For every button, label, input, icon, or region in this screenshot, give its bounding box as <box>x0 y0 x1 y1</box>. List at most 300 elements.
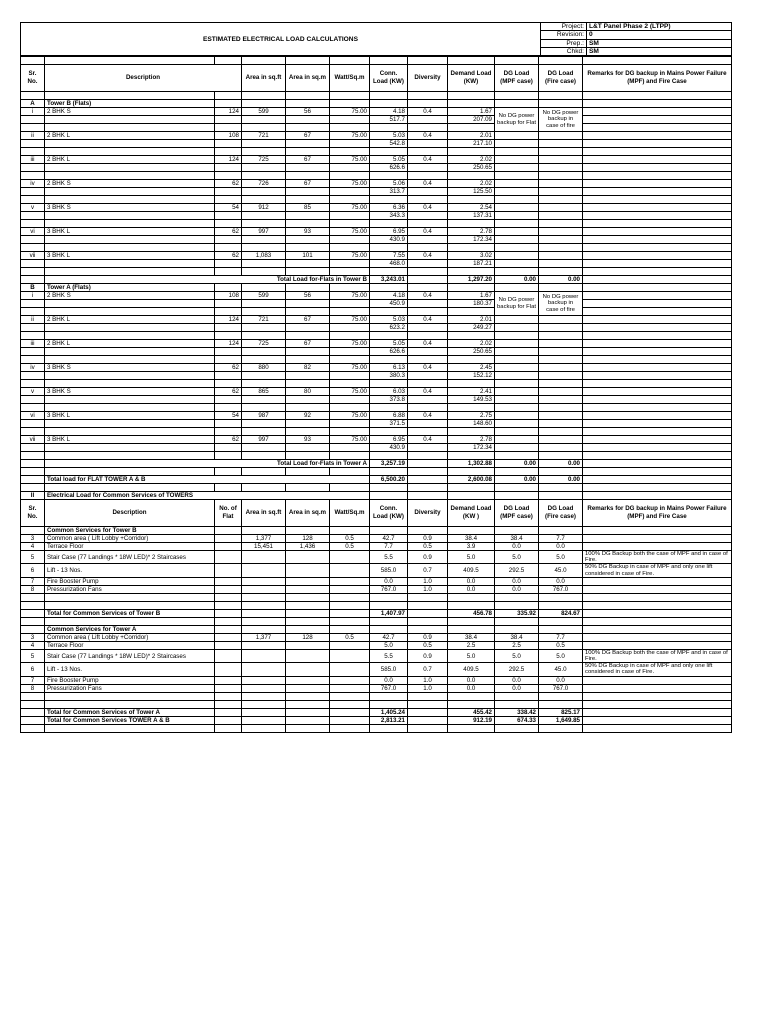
empty-cell <box>448 332 495 340</box>
empty-cell <box>330 116 370 124</box>
empty-cell <box>21 527 45 535</box>
table-row <box>21 420 732 428</box>
empty-cell <box>330 617 370 625</box>
row-conn-total: 430.9 <box>370 444 408 452</box>
row-remarks <box>583 684 732 692</box>
row-remarks: 100% DG Backup both the case of MPF and in case of Fire. <box>583 551 732 564</box>
empty-cell <box>215 625 242 633</box>
empty-cell <box>495 452 539 460</box>
empty-cell <box>215 396 242 404</box>
empty-cell <box>286 593 330 601</box>
empty-cell <box>583 220 732 228</box>
row-watt: 75.00 <box>330 364 370 372</box>
empty-cell <box>215 164 242 172</box>
row-conn-load: 5.03 <box>370 316 408 324</box>
empty-cell <box>21 708 45 716</box>
table-row <box>21 140 732 148</box>
empty-cell <box>242 100 286 108</box>
empty-cell <box>448 268 495 276</box>
empty-cell <box>330 244 370 252</box>
row-watt: 75.00 <box>330 292 370 300</box>
empty-cell <box>215 300 242 308</box>
empty-cell <box>495 164 539 172</box>
empty-cell <box>583 625 732 633</box>
row-area-sqft: 997 <box>242 228 286 236</box>
table-row <box>21 340 732 348</box>
row-area-sqft: 599 <box>242 292 286 300</box>
table-row <box>21 593 732 601</box>
empty-cell <box>215 527 242 535</box>
row-conn-total: 343.3 <box>370 212 408 220</box>
row-conn-load: 5.06 <box>370 180 408 188</box>
empty-cell <box>242 452 286 460</box>
empty-cell <box>495 92 539 100</box>
empty-cell <box>330 212 370 220</box>
empty-cell <box>242 593 286 601</box>
empty-cell <box>215 244 242 252</box>
empty-cell <box>330 396 370 404</box>
dg-mpf-note: No DG power backup for Flat <box>495 108 539 132</box>
empty-cell <box>583 148 732 156</box>
empty-cell <box>286 236 330 244</box>
table-row <box>21 436 732 444</box>
table-row <box>21 601 732 609</box>
empty-cell <box>370 380 408 388</box>
empty-cell <box>408 527 448 535</box>
empty-cell <box>408 468 448 476</box>
empty-cell <box>370 124 408 132</box>
table-row <box>21 260 732 268</box>
empty-cell <box>539 700 583 708</box>
row-dg-mpf: 38.4 <box>495 535 539 543</box>
empty-cell <box>539 484 583 492</box>
row-area-sqft: 1,083 <box>242 252 286 260</box>
empty-cell <box>539 140 583 148</box>
empty-cell <box>370 196 408 204</box>
empty-cell <box>495 260 539 268</box>
empty-cell <box>330 380 370 388</box>
empty-cell <box>539 388 583 396</box>
table-row <box>21 476 732 484</box>
row-sr: iv <box>21 180 45 188</box>
row-count: 62 <box>215 252 242 260</box>
empty-cell <box>495 356 539 364</box>
empty-cell <box>242 396 286 404</box>
section-number: II <box>21 492 45 500</box>
empty-cell <box>448 308 495 316</box>
empty-cell <box>539 172 583 180</box>
table-row <box>21 684 732 692</box>
empty-cell <box>408 396 448 404</box>
empty-cell <box>242 57 286 65</box>
empty-cell <box>330 601 370 609</box>
empty-cell <box>370 57 408 65</box>
empty-cell <box>45 196 215 204</box>
empty-cell <box>330 188 370 196</box>
section-total-label: Total for Common Services of Tower B <box>45 609 215 617</box>
empty-cell <box>21 476 45 484</box>
empty-cell <box>448 284 495 292</box>
empty-cell <box>370 468 408 476</box>
empty-cell <box>45 601 215 609</box>
row-sr: 5 <box>21 649 45 662</box>
empty-cell <box>495 601 539 609</box>
row-sr: 5 <box>21 551 45 564</box>
empty-cell <box>242 260 286 268</box>
row-sr: iv <box>21 364 45 372</box>
empty-cell <box>448 452 495 460</box>
empty-cell <box>495 332 539 340</box>
row-demand: 3.02 <box>448 252 495 260</box>
empty-cell <box>286 188 330 196</box>
row-area-sqft: 1,377 <box>242 535 286 543</box>
empty-cell <box>583 108 732 116</box>
row-count: 62 <box>215 180 242 188</box>
empty-cell <box>215 543 242 551</box>
empty-cell <box>370 356 408 364</box>
empty-cell <box>370 268 408 276</box>
row-sr: ii <box>21 316 45 324</box>
row-description: Stair Case (77 Landings * 18W LED)* 2 Staircases <box>45 551 215 564</box>
empty-cell <box>21 244 45 252</box>
table-row <box>21 228 732 236</box>
row-diversity: 0.4 <box>408 132 448 140</box>
table-row <box>21 543 732 551</box>
row-conn-total: 371.5 <box>370 420 408 428</box>
empty-cell <box>370 601 408 609</box>
empty-cell <box>45 428 215 436</box>
table-row <box>21 527 732 535</box>
row-demand-total: 249.27 <box>448 324 495 332</box>
empty-cell <box>215 92 242 100</box>
row-area-sqm: 56 <box>286 292 330 300</box>
empty-cell <box>330 372 370 380</box>
table-row <box>21 276 732 284</box>
empty-cell <box>408 57 448 65</box>
row-demand: 3.9 <box>448 543 495 551</box>
row-sr: vi <box>21 228 45 236</box>
empty-cell <box>215 220 242 228</box>
empty-cell <box>370 692 408 700</box>
row-area-sqm: 67 <box>286 180 330 188</box>
empty-cell <box>242 220 286 228</box>
section-total-dg-mpf: 0.00 <box>495 460 539 468</box>
empty-cell <box>583 228 732 236</box>
empty-cell <box>495 324 539 332</box>
empty-cell <box>242 692 286 700</box>
col-header-area-sqm: Area in sq.m <box>286 500 330 527</box>
empty-cell <box>539 601 583 609</box>
row-diversity: 1.0 <box>408 585 448 593</box>
empty-cell <box>539 92 583 100</box>
empty-cell <box>242 724 286 732</box>
table-row <box>21 204 732 212</box>
empty-cell <box>286 617 330 625</box>
empty-cell <box>286 92 330 100</box>
empty-cell <box>408 324 448 332</box>
row-demand: 2.02 <box>448 340 495 348</box>
empty-cell <box>286 140 330 148</box>
empty-cell <box>495 196 539 204</box>
row-demand-total: 137.31 <box>448 212 495 220</box>
empty-cell <box>583 601 732 609</box>
row-diversity: 0.9 <box>408 649 448 662</box>
empty-cell <box>242 356 286 364</box>
empty-cell <box>215 420 242 428</box>
empty-cell <box>583 332 732 340</box>
row-remarks: 50% DG Backup in case of MPF and only one lift considered in case of Fire. <box>583 663 732 676</box>
dg-fire-note: No DG power backup in case of fire <box>539 108 583 132</box>
empty-cell <box>539 324 583 332</box>
row-watt <box>330 585 370 593</box>
empty-cell <box>242 116 286 124</box>
empty-cell <box>242 212 286 220</box>
empty-cell <box>21 601 45 609</box>
col-header-area-sqft: Area in sq.ft <box>242 65 286 92</box>
empty-cell <box>408 188 448 196</box>
empty-cell <box>495 212 539 220</box>
empty-cell <box>583 92 732 100</box>
empty-cell <box>583 268 732 276</box>
empty-cell <box>286 212 330 220</box>
dg-mpf-note: No DG power backup for Flat <box>495 292 539 316</box>
row-description: 3 BHK S <box>45 204 215 212</box>
empty-cell <box>215 196 242 204</box>
col-header-demand: Demand Load (KW) <box>448 65 495 92</box>
row-count: 62 <box>215 388 242 396</box>
empty-cell <box>408 609 448 617</box>
col-header-remarks: Remarks for DG backup in Mains Power Failure (MPF) and Fire Case <box>583 65 732 92</box>
empty-cell <box>448 404 495 412</box>
row-diversity: 0.4 <box>408 252 448 260</box>
row-count: 62 <box>215 364 242 372</box>
row-sr: ii <box>21 132 45 140</box>
empty-cell <box>539 220 583 228</box>
row-demand-total: 148.60 <box>448 420 495 428</box>
empty-cell <box>215 124 242 132</box>
empty-cell <box>370 244 408 252</box>
row-diversity: 0.4 <box>408 340 448 348</box>
row-dg-mpf: 0.0 <box>495 684 539 692</box>
row-area-sqft: 997 <box>242 436 286 444</box>
table-row <box>21 236 732 244</box>
empty-cell <box>495 724 539 732</box>
empty-cell <box>215 617 242 625</box>
row-watt: 0.5 <box>330 535 370 543</box>
empty-cell <box>370 100 408 108</box>
empty-cell <box>330 700 370 708</box>
table-row <box>21 708 732 716</box>
empty-cell <box>583 164 732 172</box>
table-row <box>21 57 732 65</box>
section-total-demand: 456.78 <box>448 609 495 617</box>
empty-cell <box>45 164 215 172</box>
empty-cell <box>448 484 495 492</box>
row-area-sqm: 82 <box>286 364 330 372</box>
dg-fire-note: No DG power backup in case of fire <box>539 292 583 316</box>
empty-cell <box>242 380 286 388</box>
empty-cell <box>286 348 330 356</box>
empty-cell <box>408 716 448 724</box>
empty-cell <box>45 724 215 732</box>
empty-cell <box>21 380 45 388</box>
empty-cell <box>370 617 408 625</box>
empty-cell <box>286 601 330 609</box>
empty-cell <box>21 700 45 708</box>
row-area-sqft: 912 <box>242 204 286 212</box>
checked-label: Chkd: <box>541 47 587 55</box>
row-conn-total: 373.8 <box>370 396 408 404</box>
empty-cell <box>408 276 448 284</box>
empty-cell <box>242 92 286 100</box>
empty-cell <box>45 188 215 196</box>
table-row <box>21 364 732 372</box>
row-sr: 3 <box>21 633 45 641</box>
empty-cell <box>21 428 45 436</box>
empty-cell <box>21 396 45 404</box>
row-sr: 6 <box>21 663 45 676</box>
row-count: 108 <box>215 132 242 140</box>
row-dg-fire: 7.7 <box>539 633 583 641</box>
row-diversity: 0.4 <box>408 156 448 164</box>
row-count: 54 <box>215 204 242 212</box>
empty-cell <box>286 260 330 268</box>
empty-cell <box>448 124 495 132</box>
empty-cell <box>215 236 242 244</box>
empty-cell <box>583 244 732 252</box>
row-sr: 6 <box>21 564 45 577</box>
table-row <box>21 649 732 662</box>
empty-cell <box>45 468 215 476</box>
row-area-sqm: 128 <box>286 535 330 543</box>
empty-cell <box>495 316 539 324</box>
empty-cell <box>45 172 215 180</box>
section-title: Common Services for Tower A <box>45 625 215 633</box>
row-description: 2 BHK S <box>45 180 215 188</box>
row-dg-fire: 0.5 <box>539 641 583 649</box>
empty-cell <box>495 593 539 601</box>
row-description: 3 BHK L <box>45 252 215 260</box>
empty-cell <box>370 527 408 535</box>
row-count: 62 <box>215 436 242 444</box>
empty-cell <box>583 452 732 460</box>
empty-cell <box>286 172 330 180</box>
empty-cell <box>45 700 215 708</box>
empty-cell <box>242 700 286 708</box>
col-header-sr: Sr. No. <box>21 65 45 92</box>
row-demand-total: 187.21 <box>448 260 495 268</box>
empty-cell <box>448 492 495 500</box>
row-diversity: 0.7 <box>408 564 448 577</box>
row-description: Fire Booster Pump <box>45 676 215 684</box>
row-dg-fire: 7.7 <box>539 535 583 543</box>
grand-total-common-dg-fire: 1,649.85 <box>539 716 583 724</box>
empty-cell <box>21 268 45 276</box>
section-total-label: Total for Common Services of Tower A <box>45 708 215 716</box>
row-description: 2 BHK S <box>45 292 215 300</box>
empty-cell <box>583 420 732 428</box>
row-sr: 7 <box>21 577 45 585</box>
row-conn-load: 6.36 <box>370 204 408 212</box>
prepared-value: SM <box>587 39 732 47</box>
row-dg-mpf: 292.5 <box>495 663 539 676</box>
empty-cell <box>215 428 242 436</box>
row-dg-mpf: 38.4 <box>495 633 539 641</box>
row-conn-total: 626.6 <box>370 348 408 356</box>
empty-cell <box>286 284 330 292</box>
row-diversity: 1.0 <box>408 577 448 585</box>
empty-cell <box>330 284 370 292</box>
empty-cell <box>21 260 45 268</box>
row-area-sqm <box>286 577 330 585</box>
empty-cell <box>583 527 732 535</box>
empty-cell <box>408 236 448 244</box>
empty-cell <box>21 236 45 244</box>
empty-cell <box>539 428 583 436</box>
empty-cell <box>408 220 448 228</box>
table-row <box>21 716 732 724</box>
empty-cell <box>370 484 408 492</box>
empty-cell <box>242 716 286 724</box>
row-demand: 2.01 <box>448 316 495 324</box>
row-remarks <box>583 585 732 593</box>
empty-cell <box>45 348 215 356</box>
row-demand-total: 149.53 <box>448 396 495 404</box>
row-conn-load: 7.55 <box>370 252 408 260</box>
empty-cell <box>539 380 583 388</box>
empty-cell <box>330 260 370 268</box>
row-demand: 0.0 <box>448 676 495 684</box>
empty-cell <box>583 124 732 132</box>
table-row <box>21 108 732 116</box>
empty-cell <box>539 625 583 633</box>
empty-cell <box>583 316 732 324</box>
empty-cell <box>539 412 583 420</box>
row-area-sqft: 725 <box>242 156 286 164</box>
empty-cell <box>45 212 215 220</box>
empty-cell <box>21 609 45 617</box>
empty-cell <box>215 268 242 276</box>
empty-cell <box>286 116 330 124</box>
empty-cell <box>242 444 286 452</box>
empty-cell <box>408 268 448 276</box>
section-letter: A <box>21 100 45 108</box>
empty-cell <box>330 308 370 316</box>
empty-cell <box>583 412 732 420</box>
row-area-sqm: 56 <box>286 108 330 116</box>
empty-cell <box>242 468 286 476</box>
empty-cell <box>583 212 732 220</box>
empty-cell <box>495 692 539 700</box>
empty-cell <box>286 268 330 276</box>
empty-cell <box>495 348 539 356</box>
empty-cell <box>583 484 732 492</box>
row-demand: 5.0 <box>448 551 495 564</box>
empty-cell <box>448 196 495 204</box>
grand-total-flats-dg-fire: 0.00 <box>539 476 583 484</box>
empty-cell <box>330 148 370 156</box>
empty-cell <box>495 527 539 535</box>
empty-cell <box>495 372 539 380</box>
empty-cell <box>330 236 370 244</box>
empty-cell <box>21 124 45 132</box>
row-remarks <box>583 577 732 585</box>
empty-cell <box>330 324 370 332</box>
section-total-conn: 3,257.19 <box>370 460 408 468</box>
empty-cell <box>21 625 45 633</box>
empty-cell <box>448 692 495 700</box>
row-area-sqm: 67 <box>286 340 330 348</box>
